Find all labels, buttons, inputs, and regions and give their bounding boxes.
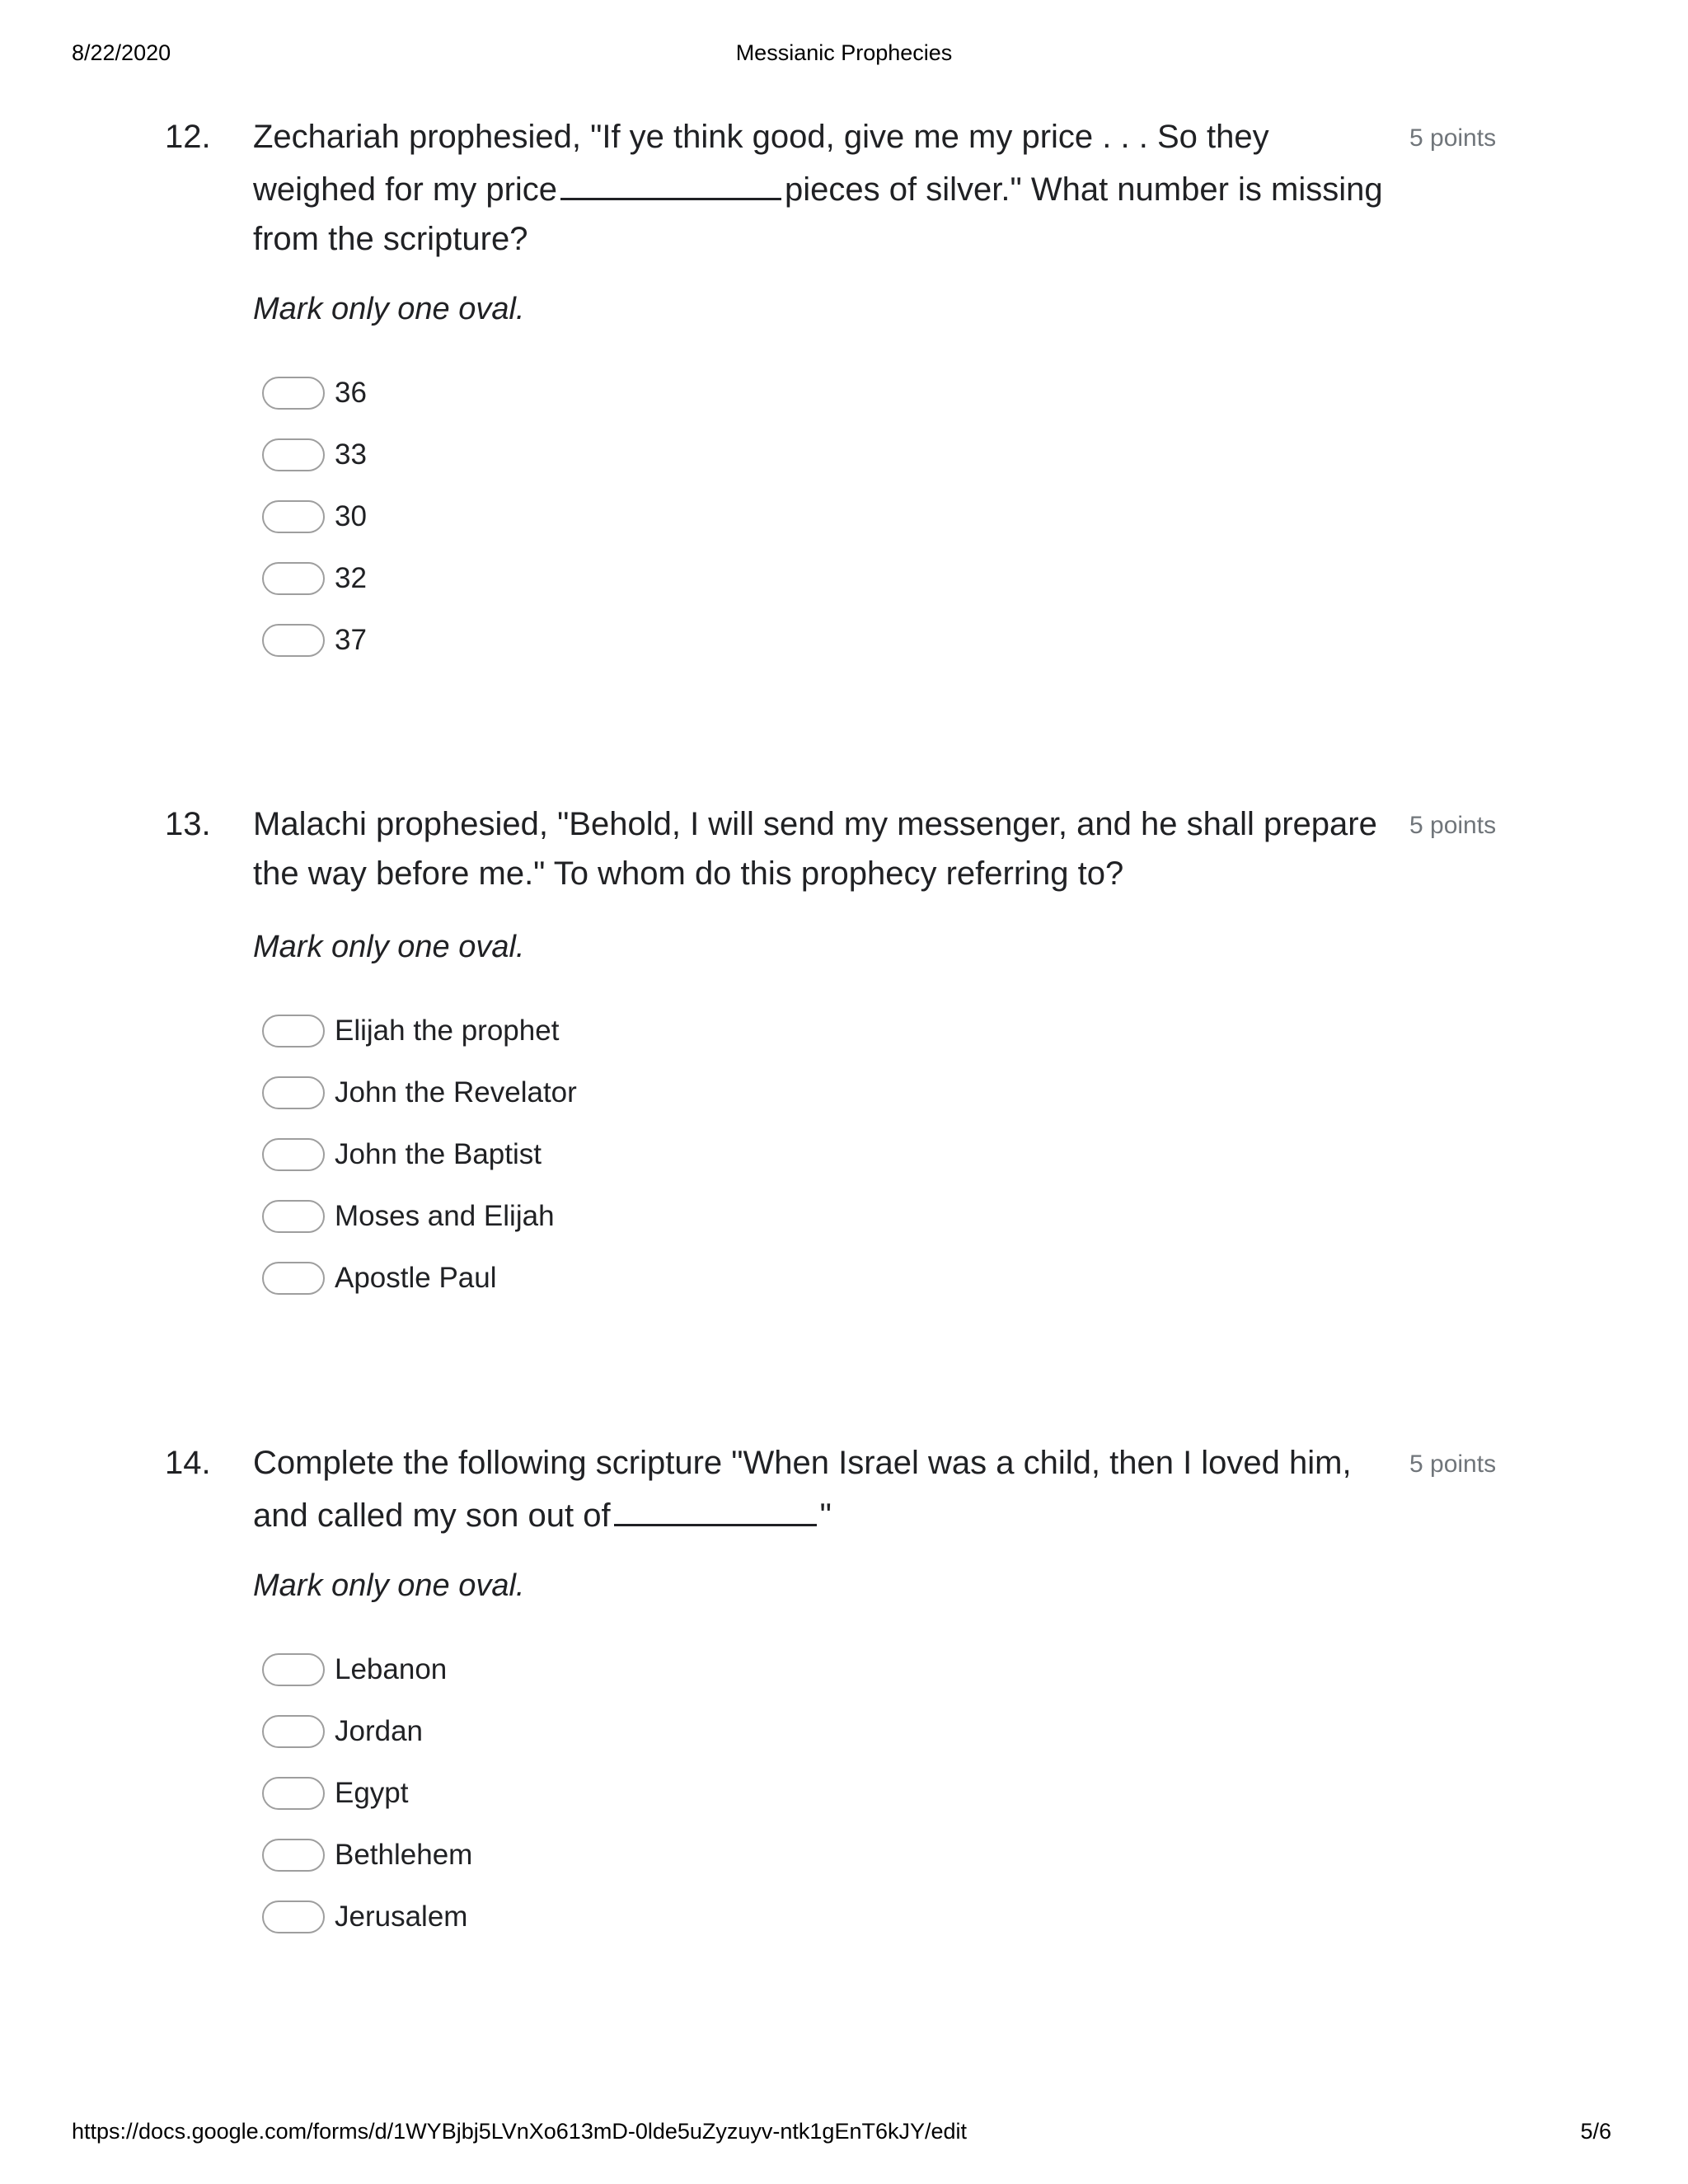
- option-john-the-baptist[interactable]: [262, 1123, 577, 1185]
- option-apostle-paul[interactable]: [262, 1247, 577, 1309]
- option-elijah-the-prophet[interactable]: [262, 1000, 577, 1062]
- option-list: [262, 1000, 577, 1309]
- radio-oval[interactable]: [262, 1715, 325, 1748]
- fill-in-blank: [560, 162, 781, 200]
- option-label: Moses and Elijah: [335, 1199, 555, 1232]
- option-moses-and-elijah[interactable]: [262, 1185, 577, 1247]
- option-label: 33: [335, 438, 367, 471]
- radio-oval[interactable]: [262, 438, 325, 471]
- radio-oval[interactable]: [262, 1777, 325, 1810]
- option-label: Elijah the prophet: [335, 1014, 560, 1047]
- option-label: John the Baptist: [335, 1137, 542, 1170]
- question-text: Zechariah prophesied, "If ye think good, give me my price . . . So they weighed for my price pieces of silver." What number is missing from the scripture?: [253, 119, 1383, 257]
- option-lebanon[interactable]: [262, 1638, 472, 1700]
- radio-oval[interactable]: [262, 1653, 325, 1686]
- option-label: Jordan: [335, 1714, 424, 1747]
- radio-oval[interactable]: [262, 1900, 325, 1933]
- option-label: Egypt: [335, 1776, 409, 1809]
- option-egypt[interactable]: [262, 1762, 472, 1824]
- radio-oval[interactable]: [262, 1076, 325, 1109]
- question-text: Complete the following scripture "When Israel was a child, then I loved him, and called my son out of ": [253, 1445, 1352, 1534]
- option-label: Lebanon: [335, 1652, 448, 1685]
- radio-oval[interactable]: [262, 500, 325, 533]
- option-label: John the Revelator: [335, 1076, 577, 1108]
- radio-oval[interactable]: [262, 377, 325, 410]
- question-instruction: Mark only one oval.: [253, 1568, 525, 1603]
- option-label: 30: [335, 499, 367, 532]
- radio-oval[interactable]: [262, 1015, 325, 1047]
- option-list: [262, 362, 367, 671]
- radio-oval[interactable]: [262, 1262, 325, 1295]
- document-title: Messianic Prophecies: [735, 40, 953, 65]
- question-number: 12.: [165, 119, 211, 155]
- radio-oval[interactable]: [262, 562, 325, 595]
- option-33[interactable]: [262, 424, 367, 485]
- option-label: 37: [335, 623, 367, 656]
- question-points: 5 points: [1409, 1451, 1497, 1478]
- radio-oval[interactable]: [262, 624, 325, 657]
- question-instruction: Mark only one oval.: [253, 292, 525, 326]
- radio-oval[interactable]: [262, 1138, 325, 1171]
- option-jordan[interactable]: [262, 1700, 472, 1762]
- option-label: 36: [335, 376, 367, 409]
- footer-url: https://docs.google.com/forms/d/1WYBjbj5LVnXo613mD-0lde5uZyzuyv-ntk1gEnT6kJY/edit: [72, 2119, 968, 2144]
- option-jerusalem[interactable]: [262, 1886, 472, 1947]
- question-text: Malachi prophesied, "Behold, I will send my messenger, and he shall prepare the way before me." To whom do this prophecy referring to?: [253, 806, 1377, 892]
- print-date: 8/22/2020: [72, 40, 171, 65]
- option-label: 32: [335, 561, 367, 594]
- option-john-the-revelator[interactable]: [262, 1062, 577, 1123]
- option-bethlehem[interactable]: [262, 1824, 472, 1886]
- option-label: Jerusalem: [335, 1900, 468, 1933]
- question-points: 5 points: [1409, 812, 1497, 839]
- page-number: 5/6: [1580, 2119, 1611, 2144]
- question-instruction: Mark only one oval.: [253, 930, 525, 964]
- radio-oval[interactable]: [262, 1839, 325, 1872]
- question-number: 13.: [165, 806, 211, 842]
- option-label: Bethlehem: [335, 1838, 473, 1871]
- option-list: [262, 1638, 472, 1947]
- fill-in-blank: [614, 1488, 817, 1526]
- option-label: Apostle Paul: [335, 1261, 497, 1294]
- option-30[interactable]: [262, 485, 367, 547]
- question-points: 5 points: [1409, 124, 1497, 152]
- radio-oval[interactable]: [262, 1200, 325, 1233]
- question-number: 14.: [165, 1445, 211, 1481]
- option-37[interactable]: [262, 609, 367, 671]
- option-32[interactable]: [262, 547, 367, 609]
- option-36[interactable]: [262, 362, 367, 424]
